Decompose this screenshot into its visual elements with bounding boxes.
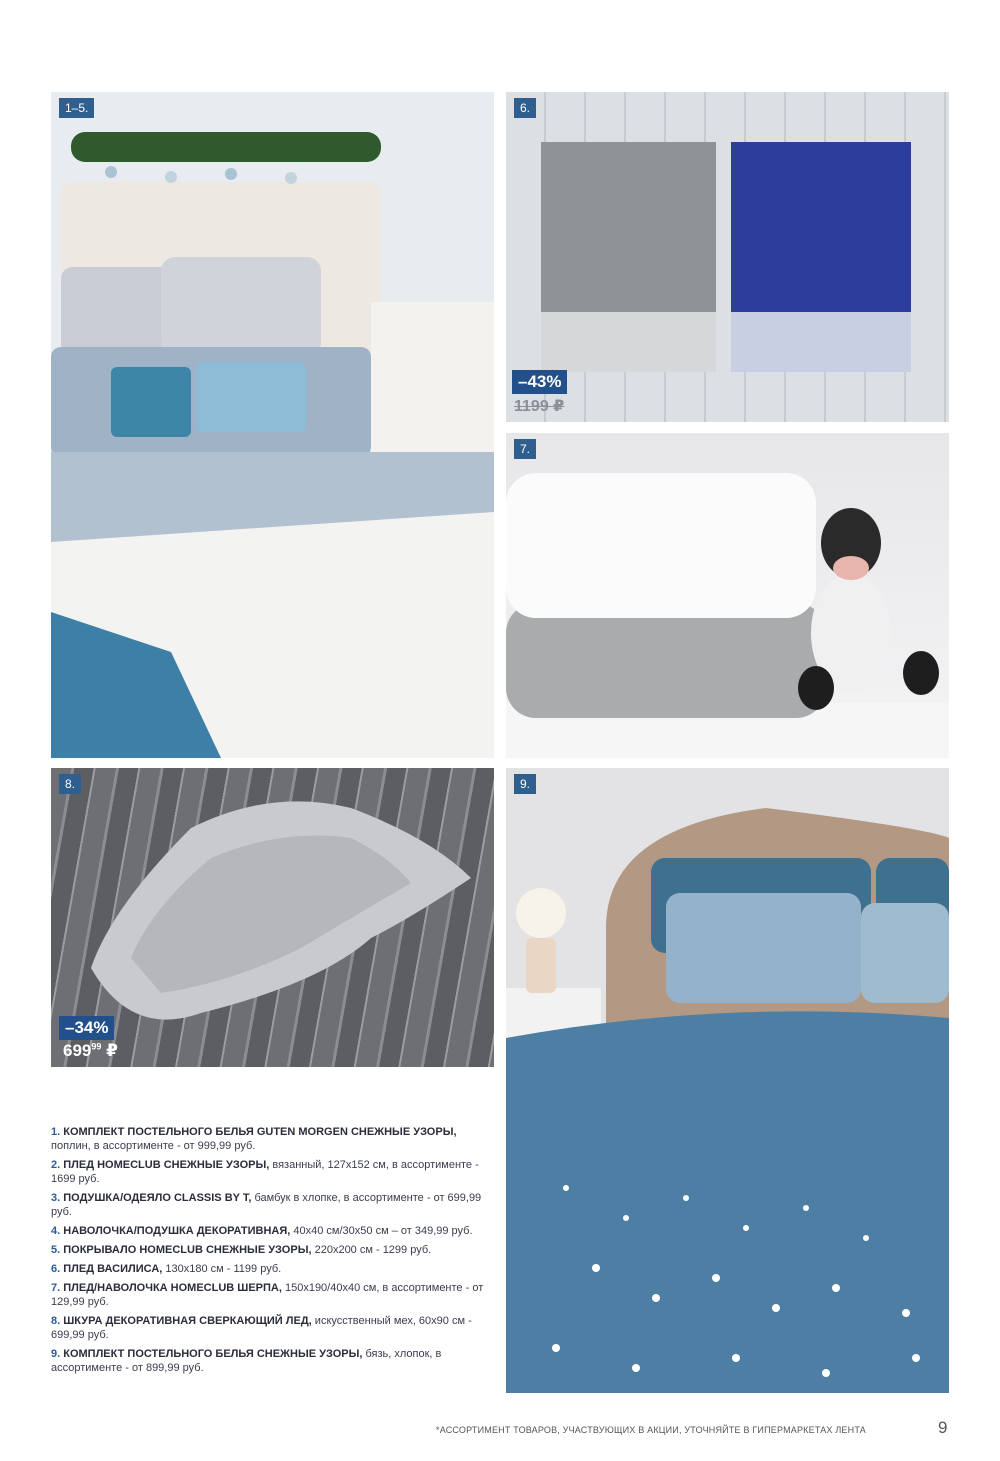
list-item [51,1224,491,1238]
item-title: ПОКРЫВАЛО HOMECLUB СНЕЖНЫЕ УЗОРЫ, [63,1244,312,1256]
photo-bedding-set [51,92,494,758]
page-number: 9 [938,1418,948,1437]
fur-rug-image [51,768,494,1067]
new-price [63,1041,118,1061]
throws-image [506,92,949,422]
photo-number-tag: 9. [514,774,536,794]
list-item [51,1262,491,1276]
item-description: бязь, хлопок, в ассортименте - от 899,99 руб. [51,1348,442,1374]
item-number: 3. [51,1192,61,1204]
discount-badge: –34% [59,1016,114,1040]
list-item [51,1191,491,1219]
list-item [51,1314,491,1342]
item-description: 130х180 см - 1199 руб. [165,1263,282,1275]
item-description: 220х200 см - 1299 руб. [314,1244,432,1256]
photo-number-tag: 8. [59,774,81,794]
star-bedding-image [506,768,949,1393]
photo-star-bedding [506,768,949,1393]
price-main: 699 [63,1041,92,1060]
item-description: бамбук в хлопке, в ассортименте - от 699,99 руб. [51,1192,482,1218]
photo-number-tag: 1–5. [59,98,94,118]
photo-fur-rug [51,768,494,1067]
list-item [51,1281,491,1309]
photo-throws [506,92,949,422]
list-item [51,1158,491,1186]
item-description: 40х40 см/30х50 см – от 349,99 руб. [293,1225,473,1237]
price-currency: ₽ [106,1041,118,1060]
item-description: искусственный мех, 60х90 см - 699,99 руб. [51,1315,472,1341]
product-list [51,1125,491,1380]
item-number: 6. [51,1263,61,1275]
list-item [51,1347,491,1375]
old-price: 1199 ₽ [514,398,565,415]
item-description: вязанный, 127х152 см, в ассортименте - 1699 руб. [51,1159,479,1185]
item-number: 7. [51,1282,61,1294]
item-title: ПЛЕД/НАВОЛОЧКА HOMECLUB ШЕРПА, [63,1282,282,1294]
price-cents: 99 [91,1041,102,1052]
photo-number-tag: 7. [514,439,536,459]
item-number: 5. [51,1244,61,1256]
sherpa-image [506,433,949,758]
list-item [51,1125,491,1153]
list-item [51,1243,491,1257]
footer-note: *АССОРТИМЕНТ ТОВАРОВ, УЧАСТВУЮЩИХ В АКЦИИ, УТОЧНЯЙТЕ В ГИПЕРМАРКЕТАХ ЛЕНТА [436,1425,866,1435]
item-title: ПОДУШКА/ОДЕЯЛО CLASSIS BY T, [63,1192,252,1204]
photo-sherpa-blankets [506,433,949,758]
item-title: КОМПЛЕКТ ПОСТЕЛЬНОГО БЕЛЬЯ GUTEN MORGEN СНЕЖНЫЕ УЗОРЫ, [63,1126,457,1138]
item-number: 9. [51,1348,61,1360]
photo-number-tag: 6. [514,98,536,118]
item-title: НАВОЛОЧКА/ПОДУШКА ДЕКОРАТИВНАЯ, [63,1225,291,1237]
discount-badge: –43% [512,370,567,394]
item-number: 2. [51,1159,61,1171]
item-number: 1. [51,1126,61,1138]
item-number: 8. [51,1315,61,1327]
item-title: ПЛЕД HOMECLUB СНЕЖНЫЕ УЗОРЫ, [63,1159,270,1171]
item-number: 4. [51,1225,61,1237]
bedroom-image [51,92,494,758]
item-description: поплин, в ассортименте - от 999,99 руб. [51,1140,256,1152]
item-title: ШКУРА ДЕКОРАТИВНАЯ СВЕРКАЮЩИЙ ЛЕД, [63,1315,312,1327]
item-description: 150х190/40х40 см, в ассортименте - от 129,99 руб. [51,1282,484,1308]
item-title: КОМПЛЕКТ ПОСТЕЛЬНОГО БЕЛЬЯ СНЕЖНЫЕ УЗОРЫ, [63,1348,363,1360]
item-title: ПЛЕД ВАСИЛИСА, [63,1263,163,1275]
